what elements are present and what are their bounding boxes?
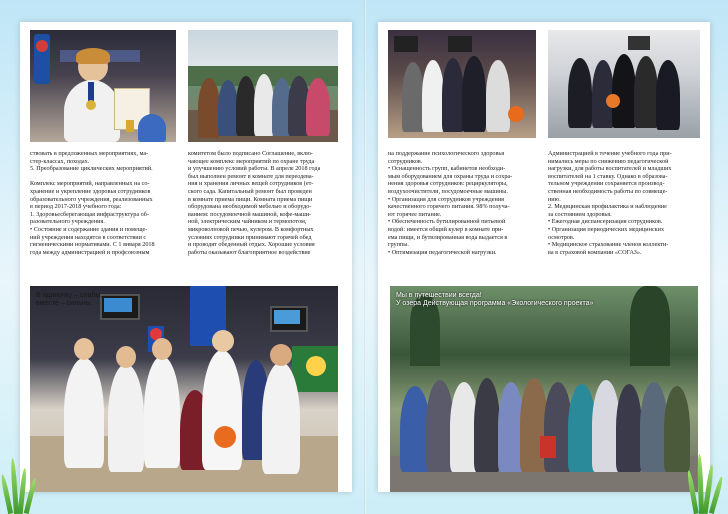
text-line: • Ежегодная диспансеризация сотрудников. (548, 218, 663, 226)
text-line: • Оптимизация педагогической нагрузки. (388, 248, 497, 256)
text-line: нимались меры по снижению педагогической (548, 157, 669, 165)
text-line: года между администрацией и профсоюзным (30, 248, 150, 256)
text-line: ной, электрическим чайником и термопотом, (188, 218, 307, 226)
text-line: гигиеническими нормативами. С 1 января 2018 (30, 241, 155, 249)
text-line: воспитателей на 1 ставку. Однако в образова- (548, 172, 668, 180)
page-fold (364, 0, 366, 514)
text-line: микроволновой печью, кулером. В комфортных (188, 225, 314, 233)
text-line: водой: имеется общий кулер в комнате при- (388, 225, 504, 233)
text-line: нагрузки, для работы воспитателей и младших (548, 165, 672, 173)
text-line: группы. (388, 241, 409, 249)
text-line: на поддержание психологического здоровья (388, 150, 505, 157)
text-line: • Организация периодических медицинских (548, 225, 665, 233)
left-text-column-2 (188, 150, 338, 256)
text-line: • Оснащенность групп, кабинетов необходи- (388, 165, 506, 173)
text-line: ния и хранения личных вещей сотрудников (ет- (188, 180, 314, 188)
text-line: ний учреждения находятся в соответствии с (30, 233, 147, 241)
text-line (30, 173, 176, 181)
forest-photo-caption: Мы в путешествии всегда! У озера Действующая программа «Экологического проекта» (396, 292, 594, 307)
text-line: и проводят обеденный отдых. Хорошие условия (188, 241, 315, 249)
text-line: ственная необходимость работы по совмеще- (548, 187, 668, 195)
text-line: Администрацией в течение учебного года при- (548, 150, 672, 157)
text-line: и улучшению условий работы. В апреле 2018 года (188, 165, 321, 173)
text-line: работы оказывают благоприятное воздействие (188, 248, 311, 256)
text-line: ского сада. Капитальный ремонт был проведен (188, 187, 312, 195)
decor-grass-left (0, 444, 60, 514)
right-text-column-2 (548, 150, 700, 256)
text-line: чающее комплекс мероприятий по охране труда (188, 157, 315, 165)
text-line: • Медицинское страхование членов коллекти- (548, 241, 669, 249)
text-line: • Состояние и содержание здания и помеще- (30, 225, 148, 233)
text-line: мым оборудованием для охраны труда и сохра- (388, 172, 513, 180)
text-line: 1. Здоровьесберегающая инфраструктура об- (30, 210, 149, 218)
right-text-column-1 (388, 150, 536, 256)
text-line: качественного горячего питания. 98% получа- (388, 203, 510, 211)
text-line: был выполнен ремонт в комнате для переодева- (188, 172, 314, 180)
text-line: воздухоочистители, посудомоечные машины. (388, 187, 508, 195)
decor-grass-right (680, 444, 728, 514)
text-line: нию. (548, 195, 561, 203)
text-line: за состоянием здоровья. (548, 210, 612, 218)
text-line: сотрудников. (388, 157, 423, 165)
text-line: нения здоровья сотрудников: рециркуляторы, (388, 180, 508, 188)
photo-medal-winner (30, 30, 176, 142)
text-line: ванием: посудомоечной машиной, кофе-маши- (188, 210, 312, 218)
text-line: в период 2017-2018 учебного года: (30, 203, 122, 211)
left-text-column-1 (30, 150, 176, 256)
text-line: ва в страховой компании «СОГАЗ». (548, 248, 642, 256)
text-line: стер-классах, походах. (30, 157, 90, 165)
text-line: ема пищи, и бутилированная вода выдается в (388, 233, 508, 241)
text-line: • Обеспеченность бутилированной питьевой (388, 218, 506, 226)
text-line: хранение и укрепление здоровья сотрудников (30, 187, 151, 195)
text-line: 2. Медицинская профилактика и наблюдение (548, 203, 667, 211)
text-line: ют горячее питание. (388, 210, 442, 218)
photo-bowling-hall (548, 30, 700, 138)
text-line: Комплекс мероприятий, направленных на со- (30, 180, 150, 188)
text-line: тельном учреждении сохраняется производ- (548, 180, 665, 188)
text-line: осмотров. (548, 233, 575, 241)
right-page (378, 22, 710, 492)
photo-bowling-team (30, 286, 338, 492)
bowling-photo-caption: В одиночку – слабы, вместе – сильны. (36, 292, 103, 307)
photo-bowling-group (388, 30, 536, 138)
text-line: • Организация для сотрудников учреждения (388, 195, 504, 203)
text-line: ствовать в предложенных мероприятиях, ма- (30, 150, 149, 157)
text-line: разовательного учреждения. (30, 218, 105, 226)
photo-group-lakeside (188, 30, 338, 142)
text-line: оборудована необходимой мебелью и оборудо- (188, 203, 312, 211)
text-line: в комнате приема пищи. Комната приема пищи (188, 195, 313, 203)
text-line: условиях сотрудники принимают горячей обед (188, 233, 312, 241)
photo-forest-group (390, 286, 698, 492)
left-page (20, 22, 352, 492)
text-line: образовательного учреждения, реализованных (30, 195, 153, 203)
text-line: 5. Преобразование циклических мероприятий. (30, 165, 153, 173)
text-line: комитетом было подписано Соглашение, вклю- (188, 150, 313, 157)
